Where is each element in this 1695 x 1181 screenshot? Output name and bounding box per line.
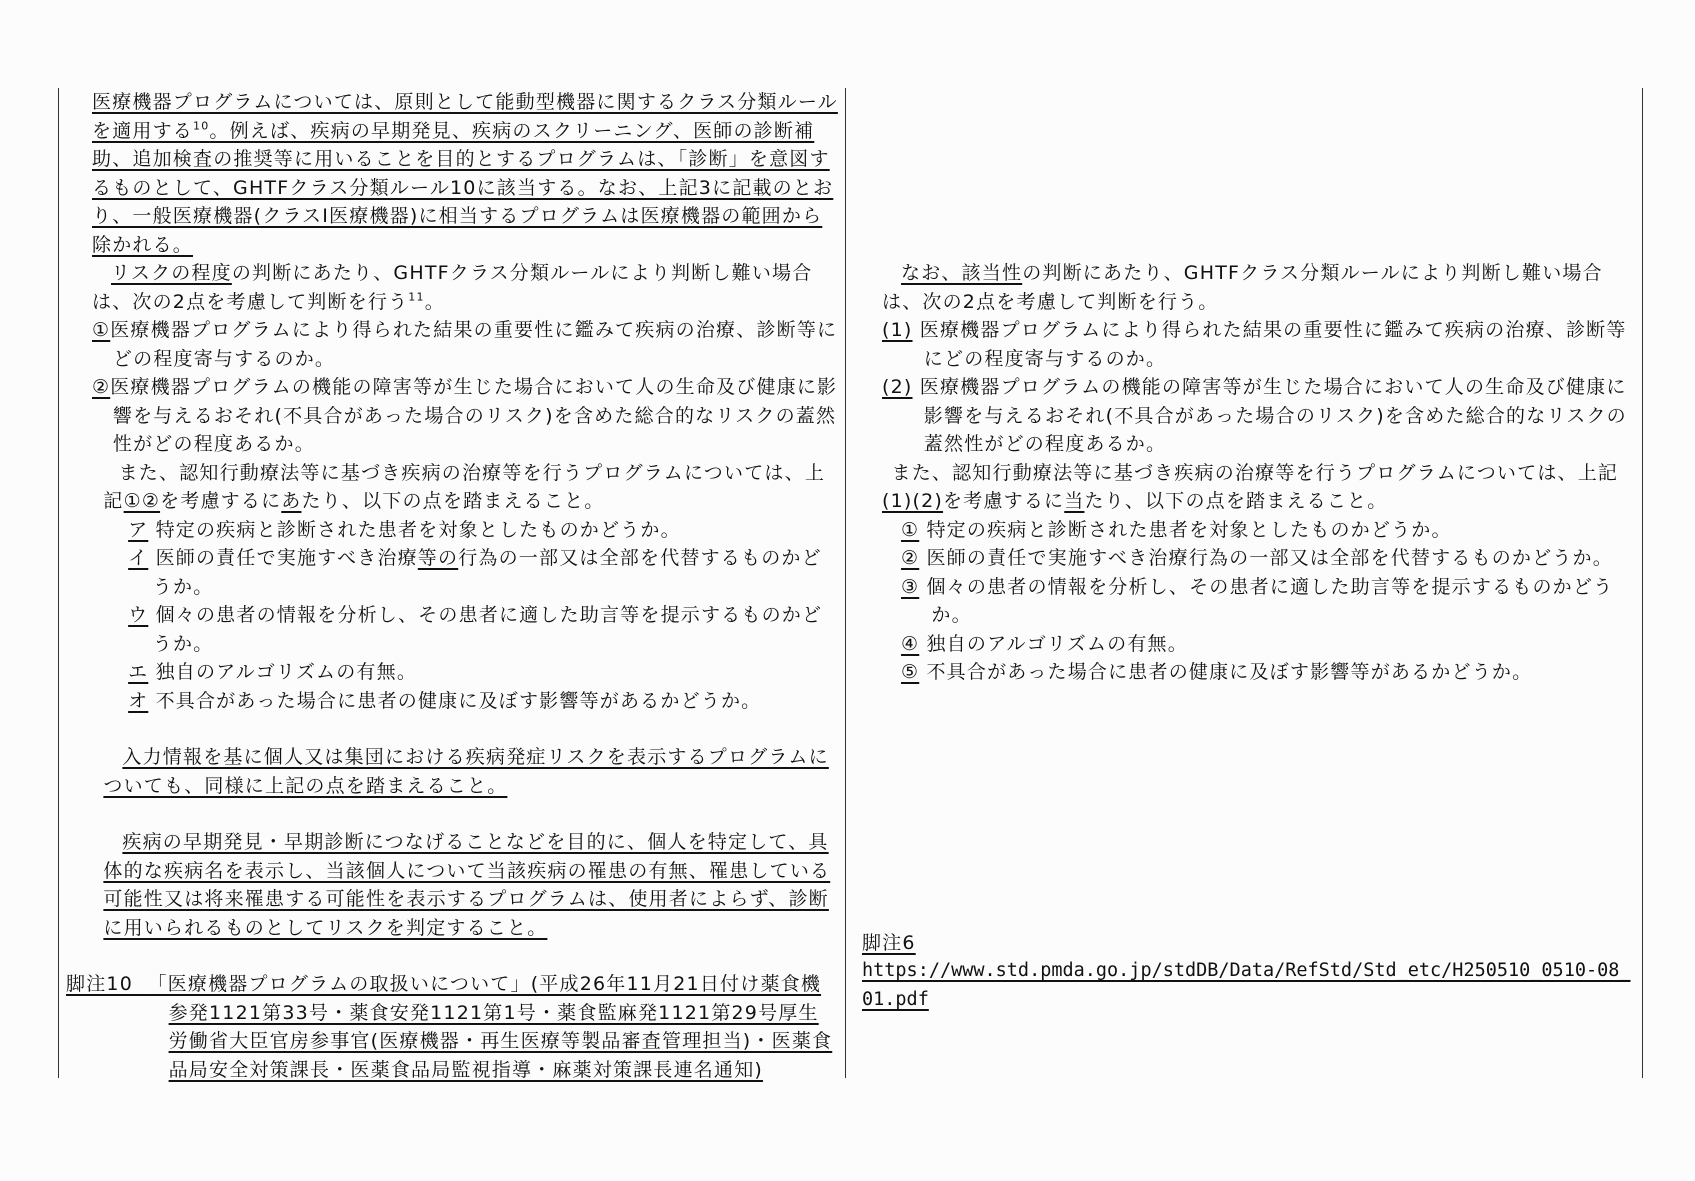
text: また、認知行動療法等に基づき疾病の治療等を行うプログラムについては、 (118, 461, 805, 484)
right-item-1 (882, 516, 1634, 545)
underlined-text: なお、該当性 (901, 262, 1023, 284)
text: 。 (424, 290, 445, 313)
left-item-a (92, 516, 838, 545)
point-text: 医療機器プログラムにより得られた結果の重要性に鑑みて疾病の治療、診断等にどの程度寄与するのか。 (919, 319, 1627, 370)
item-text: 行為の一部又は全部を代替するものかどうか。 (152, 547, 822, 598)
right-footnote-6-label (862, 929, 1634, 958)
text: たり、以下の点を踏まえること。 (301, 490, 605, 512)
item-text: 個々の患者の情報を分析し、その患者に適した助言等を提示するものかどうか。 (152, 604, 823, 655)
item-marker: ② (901, 547, 920, 569)
item-text: 不具合があった場合に患者の健康に及ぼす影響等があるかどうか。 (926, 661, 1533, 683)
underlined-text: ①② (123, 490, 161, 512)
underlined-text: 疾病の早期発見・早期診断につなげることなどを目的に、個人を特定して、具体的な疾病名を表示し、当該個人について当該疾病の罹患の有無、罹患している可能性又は将来罹患する可能性を表示するプログラムは、使用者によらず、診断に用いられるものとしてリスクを判定すること。 (103, 831, 831, 939)
text: を考慮するに (160, 490, 282, 512)
footnote-url-link[interactable]: https://www.std.pmda.go.jp/stdDB/Data/RefStd/Std_etc/H250510_0510-08_01.pdf (862, 960, 1631, 1010)
footnote-text: 「医療機器プログラムの取扱いについて」(平成26年11月21日付け薬食機参発1121第33号・薬食安発1121第1号・薬食監麻発1121第29号厚生労働省大臣官房参事官(医療機器・再生医療等製品審査管理担当)・医薬食品局安全対策課長・医薬食品局監視指導・麻薬対策課長連名通知) (147, 973, 833, 1081)
left-para-risk-judgement (92, 259, 838, 316)
point-text: 医療機器プログラムの機能の障害等が生じた場合において人の生命及び健康に影響を与えるおそれ(不具合があった場合のリスク)を含めた総合的なリスクの蓋然性がどの程度あるか。 (919, 376, 1627, 455)
left-para-cbt (92, 459, 838, 516)
column-divider (845, 88, 846, 1078)
underlined-text: あ (281, 490, 302, 512)
text: 。例えば、疾病の早期発見、疾病のスクリーニング、医師の診断補助、追加検査の推奨等に用いることを目的とするプログラムは、「診断」を意図するものとして、GHTFクラス分類ルール10に該当する。なお、上記3に記載のとおり、一般医療機器(クラスⅠ医療機器)に相当するプログラムは医療機器の範囲から除かれる。 (92, 119, 834, 256)
right-column-current (862, 88, 1634, 1014)
right-item-3 (882, 573, 1634, 630)
right-item-5 (882, 658, 1634, 687)
right-border (1642, 88, 1643, 1078)
right-para-applicability (882, 259, 1634, 316)
item-marker: エ (128, 661, 149, 683)
left-item-e (92, 658, 838, 687)
point-text: 医療機器プログラムの機能の障害等が生じた場合において人の生命及び健康に影響を与えるおそれ(不具合があった場合のリスク)を含めた総合的なリスクの蓋然性がどの程度あるか。 (110, 376, 838, 455)
item-text: 不具合があった場合に患者の健康に及ぼす影響等があるかどうか。 (155, 689, 762, 712)
right-item-4 (882, 630, 1634, 659)
left-point-1 (92, 316, 838, 373)
underlined-text: 等の (417, 547, 459, 569)
right-para-cbt (882, 459, 1634, 516)
point-marker: ② (92, 376, 111, 398)
text: たり、以下の点を踏まえること。 (1084, 490, 1388, 512)
item-marker: ① (901, 518, 920, 541)
text: 上記 (103, 461, 826, 512)
item-marker: ④ (901, 632, 920, 655)
point-marker: (1) (882, 319, 913, 341)
right-point-2 (882, 373, 1634, 459)
item-text: 独自のアルゴリズムの有無。 (926, 632, 1188, 655)
left-item-u (92, 601, 838, 658)
left-para-early-detection (92, 828, 838, 942)
item-marker: ③ (901, 575, 920, 598)
text: の判断にあたり、GHTFクラス分類ルールにより判断し難い場合は、次の2点を考慮して判断を行う (92, 262, 813, 313)
footnote-ref-10[interactable]: 10 (193, 119, 210, 133)
item-text: 独自のアルゴリズムの有無。 (155, 661, 418, 683)
item-marker: ア (128, 518, 149, 541)
point-marker: (2) (882, 376, 913, 398)
footnote-label: 脚注10 (66, 973, 133, 995)
left-item-i (92, 544, 838, 601)
underlined-text: 入力情報を基に個人又は集団における疾病発症リスクを表示するプログラムについても、同様に上記の点を踏まえること。 (103, 746, 829, 797)
text: を考慮するに (943, 490, 1065, 512)
left-border (58, 88, 59, 1078)
left-footnote-10 (66, 970, 838, 1084)
left-column-revised (66, 88, 838, 1084)
left-point-2 (92, 373, 838, 459)
point-text: 医療機器プログラムにより得られた結果の重要性に鑑みて疾病の治療、診断等にどの程度寄与するのか。 (110, 319, 838, 370)
item-text: 医師の責任で実施すべき治療 (155, 547, 418, 569)
left-para-risk-display (92, 743, 838, 800)
left-item-o (92, 687, 838, 716)
item-text: 特定の疾病と診断された患者を対象としたものかどうか。 (155, 518, 681, 541)
right-point-1 (882, 316, 1634, 373)
item-marker: オ (128, 689, 149, 712)
item-text: 特定の疾病と診断された患者を対象としたものかどうか。 (926, 518, 1452, 541)
right-item-2 (882, 544, 1634, 573)
footnote-ref-11[interactable]: 11 (408, 290, 425, 304)
item-text: 医師の責任で実施すべき治療行為の一部又は全部を代替するものかどうか。 (926, 547, 1613, 569)
left-para-classification-rule (92, 88, 838, 259)
right-footnote-6-url (862, 957, 1634, 1014)
underlined-text: 当 (1064, 490, 1085, 512)
text: また、認知行動療法等に基づき疾病の治療等を行うプログラムについては、上記 (891, 461, 1619, 484)
underlined-text: (1)(2) (882, 490, 944, 512)
item-text: 個々の患者の情報を分析し、その患者に適した助言等を提示するものかどうか。 (926, 575, 1614, 626)
footnote-label: 脚注6 (862, 931, 916, 954)
text: の判断にあたり、GHTFクラス分類ルールにより判断し難い場合は、次の2点を考慮して判断を行う。 (882, 262, 1603, 313)
item-marker: イ (128, 547, 149, 569)
item-marker: ウ (128, 604, 149, 626)
text: 医療機器プログラムについては、原則として能動型機器に関するクラス分類ルールを適用する (92, 91, 838, 142)
item-marker: ⑤ (901, 661, 920, 683)
point-marker: ① (92, 319, 111, 341)
underlined-text: リスクの程度 (111, 262, 232, 284)
